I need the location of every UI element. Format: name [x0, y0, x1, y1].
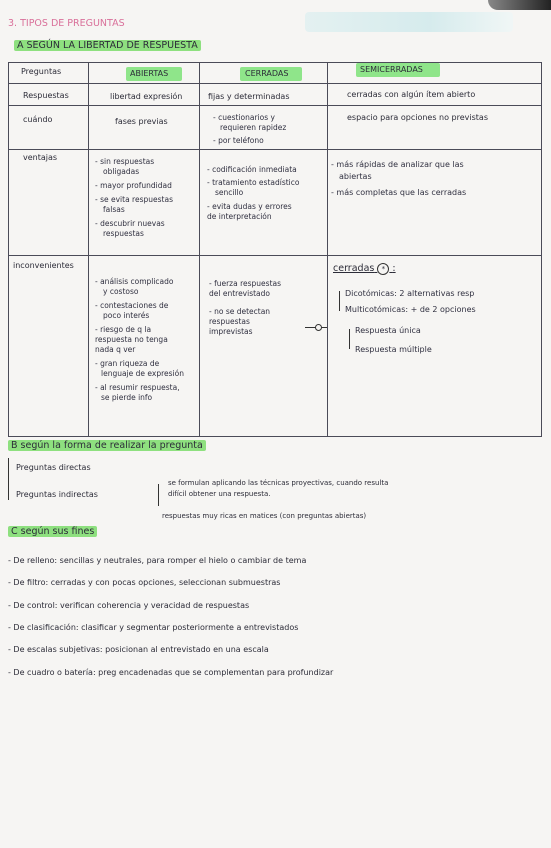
section-a-title: A SEGÚN LA LIBERTAD DE RESPUESTA: [14, 40, 201, 52]
row-label-inconvenientes: inconvenientes: [13, 261, 74, 270]
header-abiertas: ABIERTAS: [130, 69, 169, 78]
photo-corner-shadow: [488, 0, 551, 10]
cuando-abiertas: fases previas: [115, 117, 168, 126]
ventajas-cerradas: - codificación inmediata - tratamiento estadístico sencillo - evita dudas y errores de interpretación: [207, 165, 300, 221]
fin-item-1: - De relleno: sencillas y neutrales, para romper el hielo o cambiar de tema: [8, 556, 307, 565]
inconvenientes-abiertas: - análisis complicado y costoso - contestaciones de poco interés - riesgo de q la respuesta no tenga nada q ver - gran riqueza de lenguaje de expresión - al resumir respuesta, se pierde info: [95, 277, 184, 402]
cuando-semi: espacio para opciones no previstas: [347, 113, 488, 122]
preguntas-directas: Preguntas directas: [16, 463, 91, 472]
fin-item-3: - De control: verifican coherencia y veracidad de respuestas: [8, 601, 250, 610]
row-label-ventajas: ventajas: [23, 153, 58, 162]
question-types-table: [8, 62, 542, 437]
inconvenientes-cerradas: - fuerza respuestas del entrevistado - no se detectan respuestas imprevistas: [209, 279, 282, 336]
indirectas-line-2: difícil obtener una respuesta.: [168, 490, 271, 498]
row-label-cuando: cuándo: [23, 115, 53, 124]
ventajas-semi: - más rápidas de analizar que las abiertas - más completas que las cerradas: [331, 160, 467, 197]
fin-item-5: - De escalas subjetivas: posicionan al entrevistado en una escala: [8, 645, 269, 654]
highlighter-smudge: [305, 12, 513, 32]
respuestas-abiertas: libertad expresión: [110, 92, 183, 101]
section-c-title: C según sus fines: [8, 526, 97, 538]
respuestas-cerradas: fijas y determinadas: [208, 92, 290, 101]
respuestas-semi: cerradas con algún ítem abierto: [347, 90, 476, 99]
multicotomicas-text: Multicotómicas: + de 2 opciones: [345, 305, 476, 314]
header-semicerradas: SEMICERRADAS: [360, 65, 423, 74]
section-b-title: B según la forma de realizar la pregunta: [8, 440, 206, 452]
fin-item-2: - De filtro: cerradas y con pocas opciones, seleccionan submuestras: [8, 578, 281, 587]
indirectas-line-1: se formulan aplicando las técnicas proyectivas, cuando resulta: [168, 479, 389, 487]
fin-item-6: - De cuadro o batería: preg encadenadas que se complementan para profundizar: [8, 668, 334, 677]
ventajas-abiertas: - sin respuestas obligadas - mayor profundidad - se evita respuestas falsas - descubrir nuevas respuestas: [95, 157, 173, 238]
asterisk-circle-icon: *: [377, 263, 389, 275]
fin-item-4: - De clasificación: clasificar y segmentar posteriormente a entrevistados: [8, 623, 299, 632]
header-cerradas: CERRADAS: [245, 69, 289, 78]
row-label-respuestas: Respuestas: [23, 91, 69, 100]
dicotomicas-text: Dicotómicas: 2 alternativas resp: [345, 289, 475, 298]
page-heading: 3. TIPOS DE PREGUNTAS: [8, 18, 125, 29]
cuando-cerradas: - cuestionarios y requieren rapidez - por teléfono: [213, 113, 287, 145]
preguntas-indirectas: Preguntas indirectas: [16, 490, 98, 499]
respuesta-multiple-text: Respuesta múltiple: [355, 345, 432, 354]
inconvenientes-semi: [333, 263, 538, 354]
cerradas-subtitle: cerradas * :: [333, 263, 396, 274]
indirectas-line-3: respuestas muy ricas en matices (con preguntas abiertas): [162, 512, 367, 520]
respuesta-unica-text: Respuesta única: [355, 326, 421, 335]
header-row-label: Preguntas: [21, 67, 62, 76]
